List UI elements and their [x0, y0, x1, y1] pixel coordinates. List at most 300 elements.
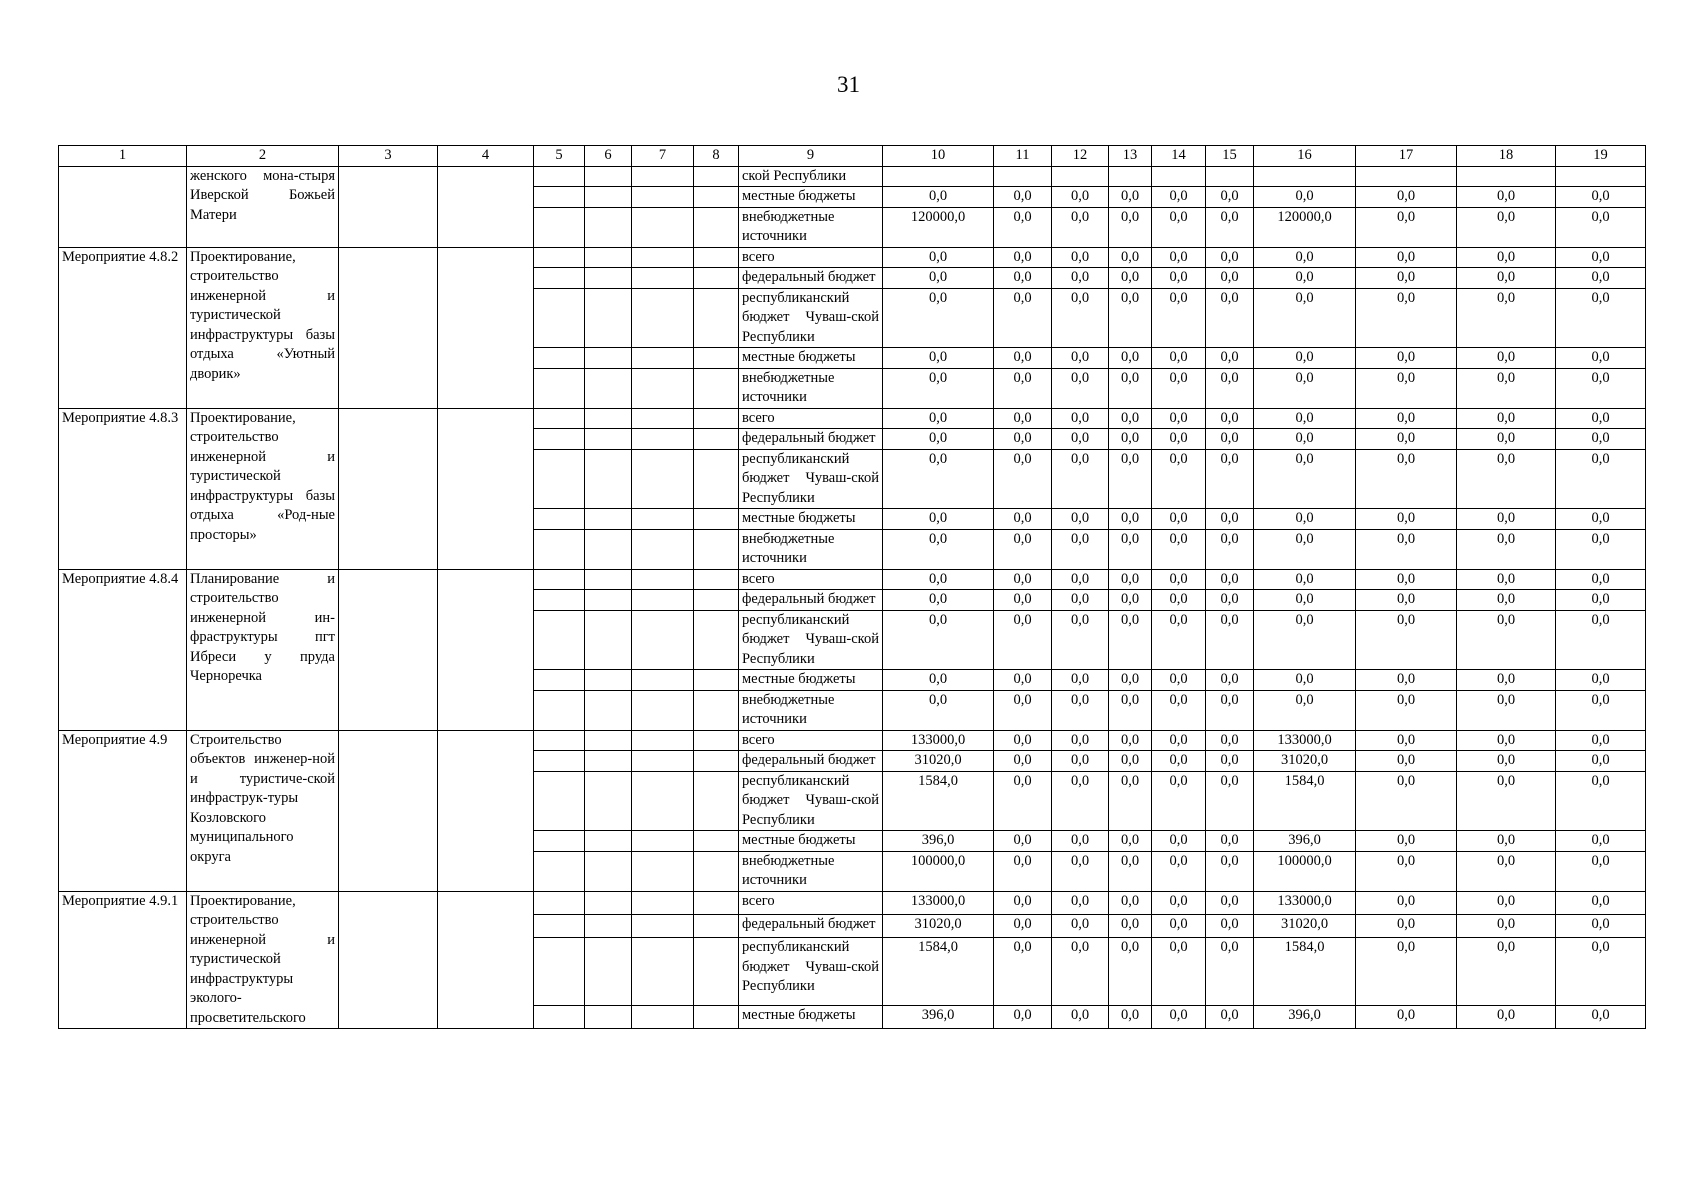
amount-cell: 0,0	[883, 509, 994, 530]
empty-cell	[585, 368, 632, 408]
amount-cell: 0,0	[1052, 831, 1109, 852]
amount-cell: 0,0	[1457, 509, 1556, 530]
measure-title: Проектирование, строительство инженерной и туристической инфраструктуры базы отдыха «Род-ные просторы»	[187, 408, 339, 569]
amount-cell: 0,0	[1457, 771, 1556, 831]
amount-cell: 0,0	[1109, 529, 1152, 569]
funding-source: федеральный бюджет	[739, 590, 883, 611]
amount-cell: 0,0	[1556, 690, 1646, 730]
amount-cell: 0,0	[1356, 529, 1457, 569]
empty-cell	[339, 569, 438, 730]
empty-cell	[632, 851, 694, 891]
amount-cell: 0,0	[994, 348, 1052, 369]
amount-cell: 0,0	[883, 569, 994, 590]
amount-cell: 0,0	[1457, 851, 1556, 891]
amount-cell: 0,0	[1457, 449, 1556, 509]
empty-cell	[534, 166, 585, 187]
amount-cell: 0,0	[994, 751, 1052, 772]
amount-cell: 0,0	[1457, 268, 1556, 289]
empty-cell	[534, 207, 585, 247]
empty-cell	[694, 247, 739, 268]
column-number: 7	[632, 146, 694, 167]
funding-source: местные бюджеты	[739, 831, 883, 852]
column-number: 9	[739, 146, 883, 167]
empty-cell	[534, 590, 585, 611]
amount-cell: 0,0	[1457, 610, 1556, 670]
amount-cell: 0,0	[1556, 429, 1646, 450]
amount-cell: 0,0	[1356, 590, 1457, 611]
funding-source: федеральный бюджет	[739, 914, 883, 937]
amount-cell: 0,0	[1152, 914, 1206, 937]
amount-cell: 0,0	[1556, 187, 1646, 208]
column-number: 10	[883, 146, 994, 167]
amount-cell: 133000,0	[1254, 730, 1356, 751]
empty-cell	[438, 569, 534, 730]
funding-source: внебюджетные источники	[739, 529, 883, 569]
amount-cell: 0,0	[1556, 831, 1646, 852]
amount-cell: 0,0	[1254, 247, 1356, 268]
amount-cell: 0,0	[1556, 207, 1646, 247]
amount-cell: 0,0	[1206, 569, 1254, 590]
funding-source: республиканский бюджет Чуваш-ской Республики	[739, 771, 883, 831]
amount-cell: 0,0	[1206, 914, 1254, 937]
amount-cell: 0,0	[994, 610, 1052, 670]
amount-cell: 0,0	[994, 730, 1052, 751]
empty-cell	[585, 690, 632, 730]
column-number: 14	[1152, 146, 1206, 167]
empty-cell	[585, 590, 632, 611]
amount-cell: 0,0	[1152, 610, 1206, 670]
funding-source: федеральный бюджет	[739, 751, 883, 772]
amount-cell: 0,0	[1254, 449, 1356, 509]
amount-cell: 0,0	[1109, 610, 1152, 670]
empty-cell	[632, 891, 694, 914]
amount-cell: 0,0	[883, 288, 994, 348]
amount-cell: 0,0	[1457, 247, 1556, 268]
amount-cell: 0,0	[1052, 610, 1109, 670]
empty-cell	[632, 529, 694, 569]
empty-cell	[694, 771, 739, 831]
amount-cell: 0,0	[1052, 891, 1109, 914]
empty-cell	[694, 851, 739, 891]
empty-cell	[534, 670, 585, 691]
empty-cell	[585, 851, 632, 891]
funding-source: местные бюджеты	[739, 1005, 883, 1028]
amount-cell: 0,0	[1052, 590, 1109, 611]
amount-cell: 396,0	[1254, 831, 1356, 852]
amount-cell: 0,0	[1206, 509, 1254, 530]
column-number: 17	[1356, 146, 1457, 167]
amount-cell: 0,0	[1109, 368, 1152, 408]
amount-cell: 0,0	[1356, 449, 1457, 509]
amount-cell: 0,0	[1206, 429, 1254, 450]
amount-cell: 0,0	[1109, 509, 1152, 530]
empty-cell	[632, 914, 694, 937]
empty-cell	[632, 429, 694, 450]
empty-cell	[632, 938, 694, 1006]
amount-cell: 0,0	[1356, 509, 1457, 530]
amount-cell: 0,0	[1152, 408, 1206, 429]
amount-cell	[1109, 166, 1152, 187]
column-number: 19	[1556, 146, 1646, 167]
amount-cell: 0,0	[1109, 569, 1152, 590]
amount-cell: 0,0	[1052, 368, 1109, 408]
funding-source: всего	[739, 569, 883, 590]
amount-cell: 0,0	[1356, 938, 1457, 1006]
amount-cell: 0,0	[1254, 610, 1356, 670]
empty-cell	[534, 348, 585, 369]
amount-cell: 0,0	[1052, 851, 1109, 891]
amount-cell: 396,0	[1254, 1005, 1356, 1028]
empty-cell	[438, 891, 534, 1029]
funding-source: внебюджетные источники	[739, 690, 883, 730]
amount-cell: 0,0	[1556, 851, 1646, 891]
page-number: 31	[837, 72, 860, 97]
amount-cell: 0,0	[1052, 670, 1109, 691]
amount-cell: 31020,0	[1254, 751, 1356, 772]
amount-cell: 0,0	[1152, 529, 1206, 569]
empty-cell	[632, 268, 694, 289]
amount-cell: 0,0	[1556, 268, 1646, 289]
amount-cell: 0,0	[994, 187, 1052, 208]
empty-cell	[534, 429, 585, 450]
empty-cell	[632, 730, 694, 751]
amount-cell: 0,0	[1556, 247, 1646, 268]
amount-cell: 0,0	[1052, 529, 1109, 569]
funding-source: республиканский бюджет Чуваш-ской Республики	[739, 449, 883, 509]
amount-cell: 0,0	[1152, 247, 1206, 268]
amount-cell: 0,0	[1356, 670, 1457, 691]
empty-cell	[694, 166, 739, 187]
amount-cell: 0,0	[883, 690, 994, 730]
amount-cell: 0,0	[1206, 368, 1254, 408]
amount-cell: 0,0	[1457, 831, 1556, 852]
funding-source: всего	[739, 730, 883, 751]
empty-cell	[438, 166, 534, 247]
amount-cell: 0,0	[1356, 1005, 1457, 1028]
empty-cell	[632, 207, 694, 247]
funding-source: внебюджетные источники	[739, 851, 883, 891]
amount-cell: 0,0	[1206, 529, 1254, 569]
amount-cell: 133000,0	[883, 891, 994, 914]
amount-cell: 0,0	[1457, 288, 1556, 348]
empty-cell	[694, 368, 739, 408]
amount-cell: 0,0	[1206, 851, 1254, 891]
empty-cell	[694, 509, 739, 530]
amount-cell: 0,0	[1109, 1005, 1152, 1028]
amount-cell: 0,0	[1356, 771, 1457, 831]
amount-cell: 120000,0	[1254, 207, 1356, 247]
amount-cell: 0,0	[1457, 187, 1556, 208]
amount-cell: 0,0	[1109, 771, 1152, 831]
amount-cell: 0,0	[1152, 288, 1206, 348]
table-row	[59, 730, 1646, 751]
amount-cell: 0,0	[1206, 1005, 1254, 1028]
amount-cell: 0,0	[1109, 851, 1152, 891]
column-number: 11	[994, 146, 1052, 167]
empty-cell	[632, 751, 694, 772]
amount-cell: 0,0	[1254, 590, 1356, 611]
empty-cell	[534, 771, 585, 831]
column-number: 12	[1052, 146, 1109, 167]
empty-cell	[534, 831, 585, 852]
empty-cell	[585, 831, 632, 852]
amount-cell: 0,0	[1356, 610, 1457, 670]
amount-cell: 0,0	[1556, 529, 1646, 569]
amount-cell: 0,0	[1356, 730, 1457, 751]
empty-cell	[694, 288, 739, 348]
amount-cell: 0,0	[994, 914, 1052, 937]
amount-cell: 0,0	[1356, 187, 1457, 208]
amount-cell: 396,0	[883, 831, 994, 852]
amount-cell: 0,0	[994, 429, 1052, 450]
amount-cell: 0,0	[1254, 429, 1356, 450]
empty-cell	[585, 187, 632, 208]
amount-cell: 0,0	[1206, 938, 1254, 1006]
amount-cell: 0,0	[1254, 569, 1356, 590]
amount-cell: 0,0	[1109, 891, 1152, 914]
amount-cell: 0,0	[1356, 891, 1457, 914]
empty-cell	[585, 771, 632, 831]
amount-cell: 0,0	[1556, 891, 1646, 914]
amount-cell: 0,0	[1356, 368, 1457, 408]
amount-cell: 0,0	[1152, 730, 1206, 751]
amount-cell: 0,0	[1152, 751, 1206, 772]
amount-cell: 0,0	[1556, 449, 1646, 509]
amount-cell: 0,0	[883, 247, 994, 268]
amount-cell: 0,0	[1254, 690, 1356, 730]
empty-cell	[694, 207, 739, 247]
amount-cell: 0,0	[1206, 187, 1254, 208]
amount-cell: 0,0	[1152, 1005, 1206, 1028]
empty-cell	[438, 408, 534, 569]
amount-cell: 133000,0	[1254, 891, 1356, 914]
empty-cell	[694, 610, 739, 670]
funding-source: местные бюджеты	[739, 670, 883, 691]
amount-cell: 0,0	[1254, 187, 1356, 208]
empty-cell	[632, 590, 694, 611]
budget-table	[58, 145, 1646, 1029]
empty-cell	[632, 771, 694, 831]
empty-cell	[632, 569, 694, 590]
empty-cell	[694, 569, 739, 590]
measure-code: Мероприятие 4.9	[59, 730, 187, 891]
amount-cell: 31020,0	[883, 914, 994, 937]
amount-cell: 0,0	[1556, 368, 1646, 408]
amount-cell: 0,0	[1109, 268, 1152, 289]
amount-cell	[1254, 166, 1356, 187]
amount-cell: 0,0	[883, 368, 994, 408]
amount-cell: 0,0	[1052, 1005, 1109, 1028]
amount-cell	[1356, 166, 1457, 187]
empty-cell	[585, 348, 632, 369]
measure-title: Планирование и строительство инженерной ин-фраструктуры пгт Ибреси у пруда Черноречка	[187, 569, 339, 730]
amount-cell: 0,0	[1152, 268, 1206, 289]
amount-cell: 0,0	[1109, 288, 1152, 348]
empty-cell	[694, 449, 739, 509]
empty-cell	[694, 348, 739, 369]
amount-cell: 0,0	[1356, 288, 1457, 348]
empty-cell	[694, 1005, 739, 1028]
amount-cell: 0,0	[1152, 670, 1206, 691]
amount-cell: 0,0	[994, 670, 1052, 691]
measure-code: Мероприятие 4.8.4	[59, 569, 187, 730]
amount-cell: 0,0	[1254, 288, 1356, 348]
amount-cell: 0,0	[994, 851, 1052, 891]
column-number-row	[59, 146, 1646, 167]
empty-cell	[632, 831, 694, 852]
empty-cell	[694, 690, 739, 730]
empty-cell	[339, 408, 438, 569]
amount-cell: 0,0	[1152, 348, 1206, 369]
amount-cell: 0,0	[994, 690, 1052, 730]
empty-cell	[632, 610, 694, 670]
column-number: 4	[438, 146, 534, 167]
amount-cell: 0,0	[1109, 938, 1152, 1006]
amount-cell: 0,0	[1109, 914, 1152, 937]
empty-cell	[585, 509, 632, 530]
amount-cell: 0,0	[994, 207, 1052, 247]
empty-cell	[585, 938, 632, 1006]
empty-cell	[534, 730, 585, 751]
empty-cell	[534, 509, 585, 530]
measure-code	[59, 166, 187, 247]
empty-cell	[632, 247, 694, 268]
empty-cell	[585, 288, 632, 348]
empty-cell	[534, 268, 585, 289]
empty-cell	[534, 851, 585, 891]
amount-cell: 0,0	[1457, 590, 1556, 611]
funding-source: местные бюджеты	[739, 187, 883, 208]
amount-cell: 0,0	[883, 408, 994, 429]
table-row	[59, 247, 1646, 268]
amount-cell: 0,0	[1556, 938, 1646, 1006]
empty-cell	[694, 268, 739, 289]
amount-cell: 0,0	[1109, 408, 1152, 429]
amount-cell: 0,0	[1206, 348, 1254, 369]
measure-title: Строительство объектов инженер-ной и туристиче-ской инфраструк-туры Козловского муниципального округа	[187, 730, 339, 891]
amount-cell: 0,0	[1356, 207, 1457, 247]
amount-cell: 0,0	[994, 268, 1052, 289]
column-number: 8	[694, 146, 739, 167]
funding-source: местные бюджеты	[739, 509, 883, 530]
column-number: 18	[1457, 146, 1556, 167]
empty-cell	[632, 670, 694, 691]
measure-title: Проектирование, строительство инженерной и туристической инфраструктуры базы отдыха «Уютный дворик»	[187, 247, 339, 408]
amount-cell	[883, 166, 994, 187]
empty-cell	[585, 247, 632, 268]
funding-source: всего	[739, 408, 883, 429]
empty-cell	[632, 348, 694, 369]
empty-cell	[694, 429, 739, 450]
empty-cell	[585, 914, 632, 937]
amount-cell: 0,0	[1457, 1005, 1556, 1028]
empty-cell	[694, 751, 739, 772]
amount-cell: 0,0	[994, 509, 1052, 530]
amount-cell: 0,0	[1109, 590, 1152, 611]
amount-cell	[994, 166, 1052, 187]
amount-cell: 0,0	[1152, 690, 1206, 730]
empty-cell	[534, 288, 585, 348]
funding-source: республиканский бюджет Чуваш-ской Республики	[739, 610, 883, 670]
empty-cell	[694, 891, 739, 914]
amount-cell	[1457, 166, 1556, 187]
amount-cell: 0,0	[994, 569, 1052, 590]
measure-code: Мероприятие 4.8.2	[59, 247, 187, 408]
amount-cell: 0,0	[1052, 288, 1109, 348]
amount-cell: 0,0	[1152, 569, 1206, 590]
empty-cell	[694, 730, 739, 751]
amount-cell: 0,0	[1556, 914, 1646, 937]
amount-cell: 0,0	[1356, 268, 1457, 289]
column-number: 15	[1206, 146, 1254, 167]
amount-cell: 0,0	[1356, 831, 1457, 852]
empty-cell	[534, 938, 585, 1006]
column-number: 6	[585, 146, 632, 167]
amount-cell: 0,0	[1356, 247, 1457, 268]
amount-cell: 1584,0	[883, 938, 994, 1006]
amount-cell: 0,0	[994, 408, 1052, 429]
empty-cell	[534, 449, 585, 509]
empty-cell	[694, 914, 739, 937]
amount-cell: 0,0	[994, 771, 1052, 831]
empty-cell	[339, 247, 438, 408]
empty-cell	[632, 166, 694, 187]
measure-title: женского мона-стыря Иверской Божьей Матери	[187, 166, 339, 247]
amount-cell: 0,0	[1206, 247, 1254, 268]
amount-cell: 0,0	[1109, 429, 1152, 450]
amount-cell: 0,0	[1109, 730, 1152, 751]
empty-cell	[585, 569, 632, 590]
funding-source: всего	[739, 891, 883, 914]
column-number: 5	[534, 146, 585, 167]
empty-cell	[585, 529, 632, 569]
amount-cell: 0,0	[1052, 914, 1109, 937]
amount-cell: 0,0	[1109, 831, 1152, 852]
empty-cell	[632, 408, 694, 429]
funding-source: федеральный бюджет	[739, 268, 883, 289]
amount-cell: 0,0	[1206, 771, 1254, 831]
amount-cell: 100000,0	[1254, 851, 1356, 891]
amount-cell: 0,0	[1152, 590, 1206, 611]
amount-cell: 0,0	[1457, 368, 1556, 408]
amount-cell: 0,0	[1556, 408, 1646, 429]
table-row	[59, 166, 1646, 187]
empty-cell	[585, 610, 632, 670]
empty-cell	[534, 408, 585, 429]
measure-code: Мероприятие 4.8.3	[59, 408, 187, 569]
empty-cell	[534, 690, 585, 730]
amount-cell: 0,0	[883, 268, 994, 289]
empty-cell	[632, 288, 694, 348]
empty-cell	[694, 670, 739, 691]
amount-cell: 0,0	[1556, 730, 1646, 751]
amount-cell: 0,0	[1109, 187, 1152, 208]
amount-cell: 0,0	[994, 938, 1052, 1006]
amount-cell: 0,0	[1052, 938, 1109, 1006]
amount-cell: 0,0	[1206, 288, 1254, 348]
amount-cell: 0,0	[1052, 690, 1109, 730]
empty-cell	[585, 449, 632, 509]
measure-title: Проектирование, строительство инженерной и туристической инфраструктуры эколого-просветительского	[187, 891, 339, 1029]
amount-cell: 0,0	[1052, 207, 1109, 247]
amount-cell	[1206, 166, 1254, 187]
amount-cell: 0,0	[1254, 670, 1356, 691]
amount-cell: 0,0	[1206, 590, 1254, 611]
amount-cell: 0,0	[994, 529, 1052, 569]
amount-cell: 0,0	[994, 590, 1052, 611]
amount-cell: 0,0	[1356, 429, 1457, 450]
amount-cell: 0,0	[1206, 891, 1254, 914]
